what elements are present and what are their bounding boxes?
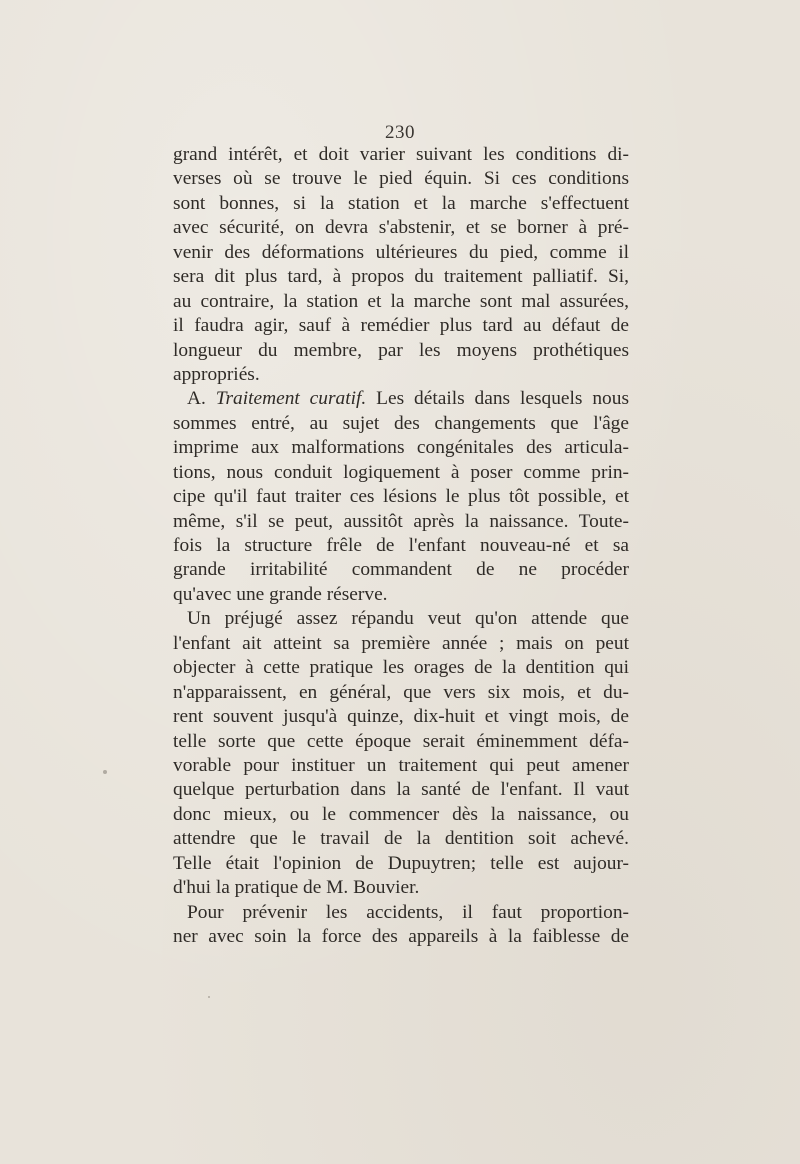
text-line: objecter à cette pratique les orages de la dentition qui [173, 657, 629, 679]
text-line: qu'avec une grande réserve. [173, 583, 388, 605]
text-line: imprime aux malformations congénitales des articula- [173, 437, 629, 459]
text-line: l'enfant ait atteint sa première année ; mais on peut [173, 632, 629, 654]
text-line: sommes entré, au sujet des changements que l'âge [173, 412, 629, 434]
section-letter: A. [187, 388, 216, 410]
text-line: rent souvent jusqu'à quinze, dix-huit et vingt mois, de [173, 706, 629, 728]
text-line: grande irritabilité commandent de ne procéder [173, 559, 629, 581]
text-line: Pour prévenir les accidents, il faut proportion- [187, 901, 629, 923]
paper-speck [208, 996, 210, 998]
text-fragment: Les détails dans lesquels nous [366, 388, 629, 410]
paragraph-1 [173, 143, 629, 387]
text-line: tions, nous conduit logiquement à poser comme prin- [173, 461, 629, 483]
text-line: longueur du membre, par les moyens prothétiques [173, 339, 629, 361]
text-line: verses où se trouve le pied équin. Si ces conditions [173, 168, 629, 190]
text-line: au contraire, la station et la marche sont mal assurées, [173, 290, 629, 312]
text-line: n'apparaissent, en général, que vers six mois, et du- [173, 681, 629, 703]
text-line: quelque perturbation dans la santé de l'enfant. Il vaut [173, 779, 629, 801]
text-line: fois la structure frêle de l'enfant nouveau-né et sa [173, 535, 629, 556]
paragraph-2 [173, 387, 629, 607]
paragraph-4 [173, 901, 629, 950]
text-line: venir des déformations ultérieures du pied, comme il [173, 241, 629, 263]
text-line: même, s'il se peut, aussitôt après la naissance. Toute- [173, 510, 629, 532]
text-line: Telle était l'opinion de Dupuytren; telle est aujour- [173, 852, 629, 874]
section-heading: Traitement curatif. [215, 388, 367, 410]
paragraph-3 [173, 607, 629, 900]
section-heading-line [173, 387, 629, 411]
text-line: vorable pour instituer un traitement qui peut amener [173, 754, 629, 776]
text-line: donc mieux, ou le commencer dès la naissance, ou [173, 803, 629, 825]
body-text [173, 143, 629, 949]
text-line: appropriés. [173, 363, 260, 385]
text-line: d'hui la pratique de M. Bouvier. [173, 877, 420, 899]
text-line: sera dit plus tard, à propos du traitement palliatif. Si, [173, 266, 629, 288]
paper-speck [103, 770, 107, 774]
text-line: attendre que le travail de la dentition soit achevé. [173, 828, 629, 850]
text-line: sont bonnes, si la station et la marche s'effectuent [173, 192, 629, 214]
text-line: Un préjugé assez répandu veut qu'on attende que [187, 608, 629, 630]
text-line: ner avec soin la force des appareils à la faiblesse de [173, 926, 629, 947]
text-line: telle sorte que cette époque serait éminemment défa- [173, 730, 629, 752]
text-line: il faudra agir, sauf à remédier plus tard au défaut de [173, 315, 629, 337]
text-line: grand intérêt, et doit varier suivant les conditions di- [173, 144, 629, 165]
text-line: cipe qu'il faut traiter ces lésions le plus tôt possible, et [173, 486, 629, 508]
text-line: avec sécurité, on devra s'abstenir, et se borner à pré- [173, 217, 629, 239]
page-number: 230 [385, 122, 415, 143]
